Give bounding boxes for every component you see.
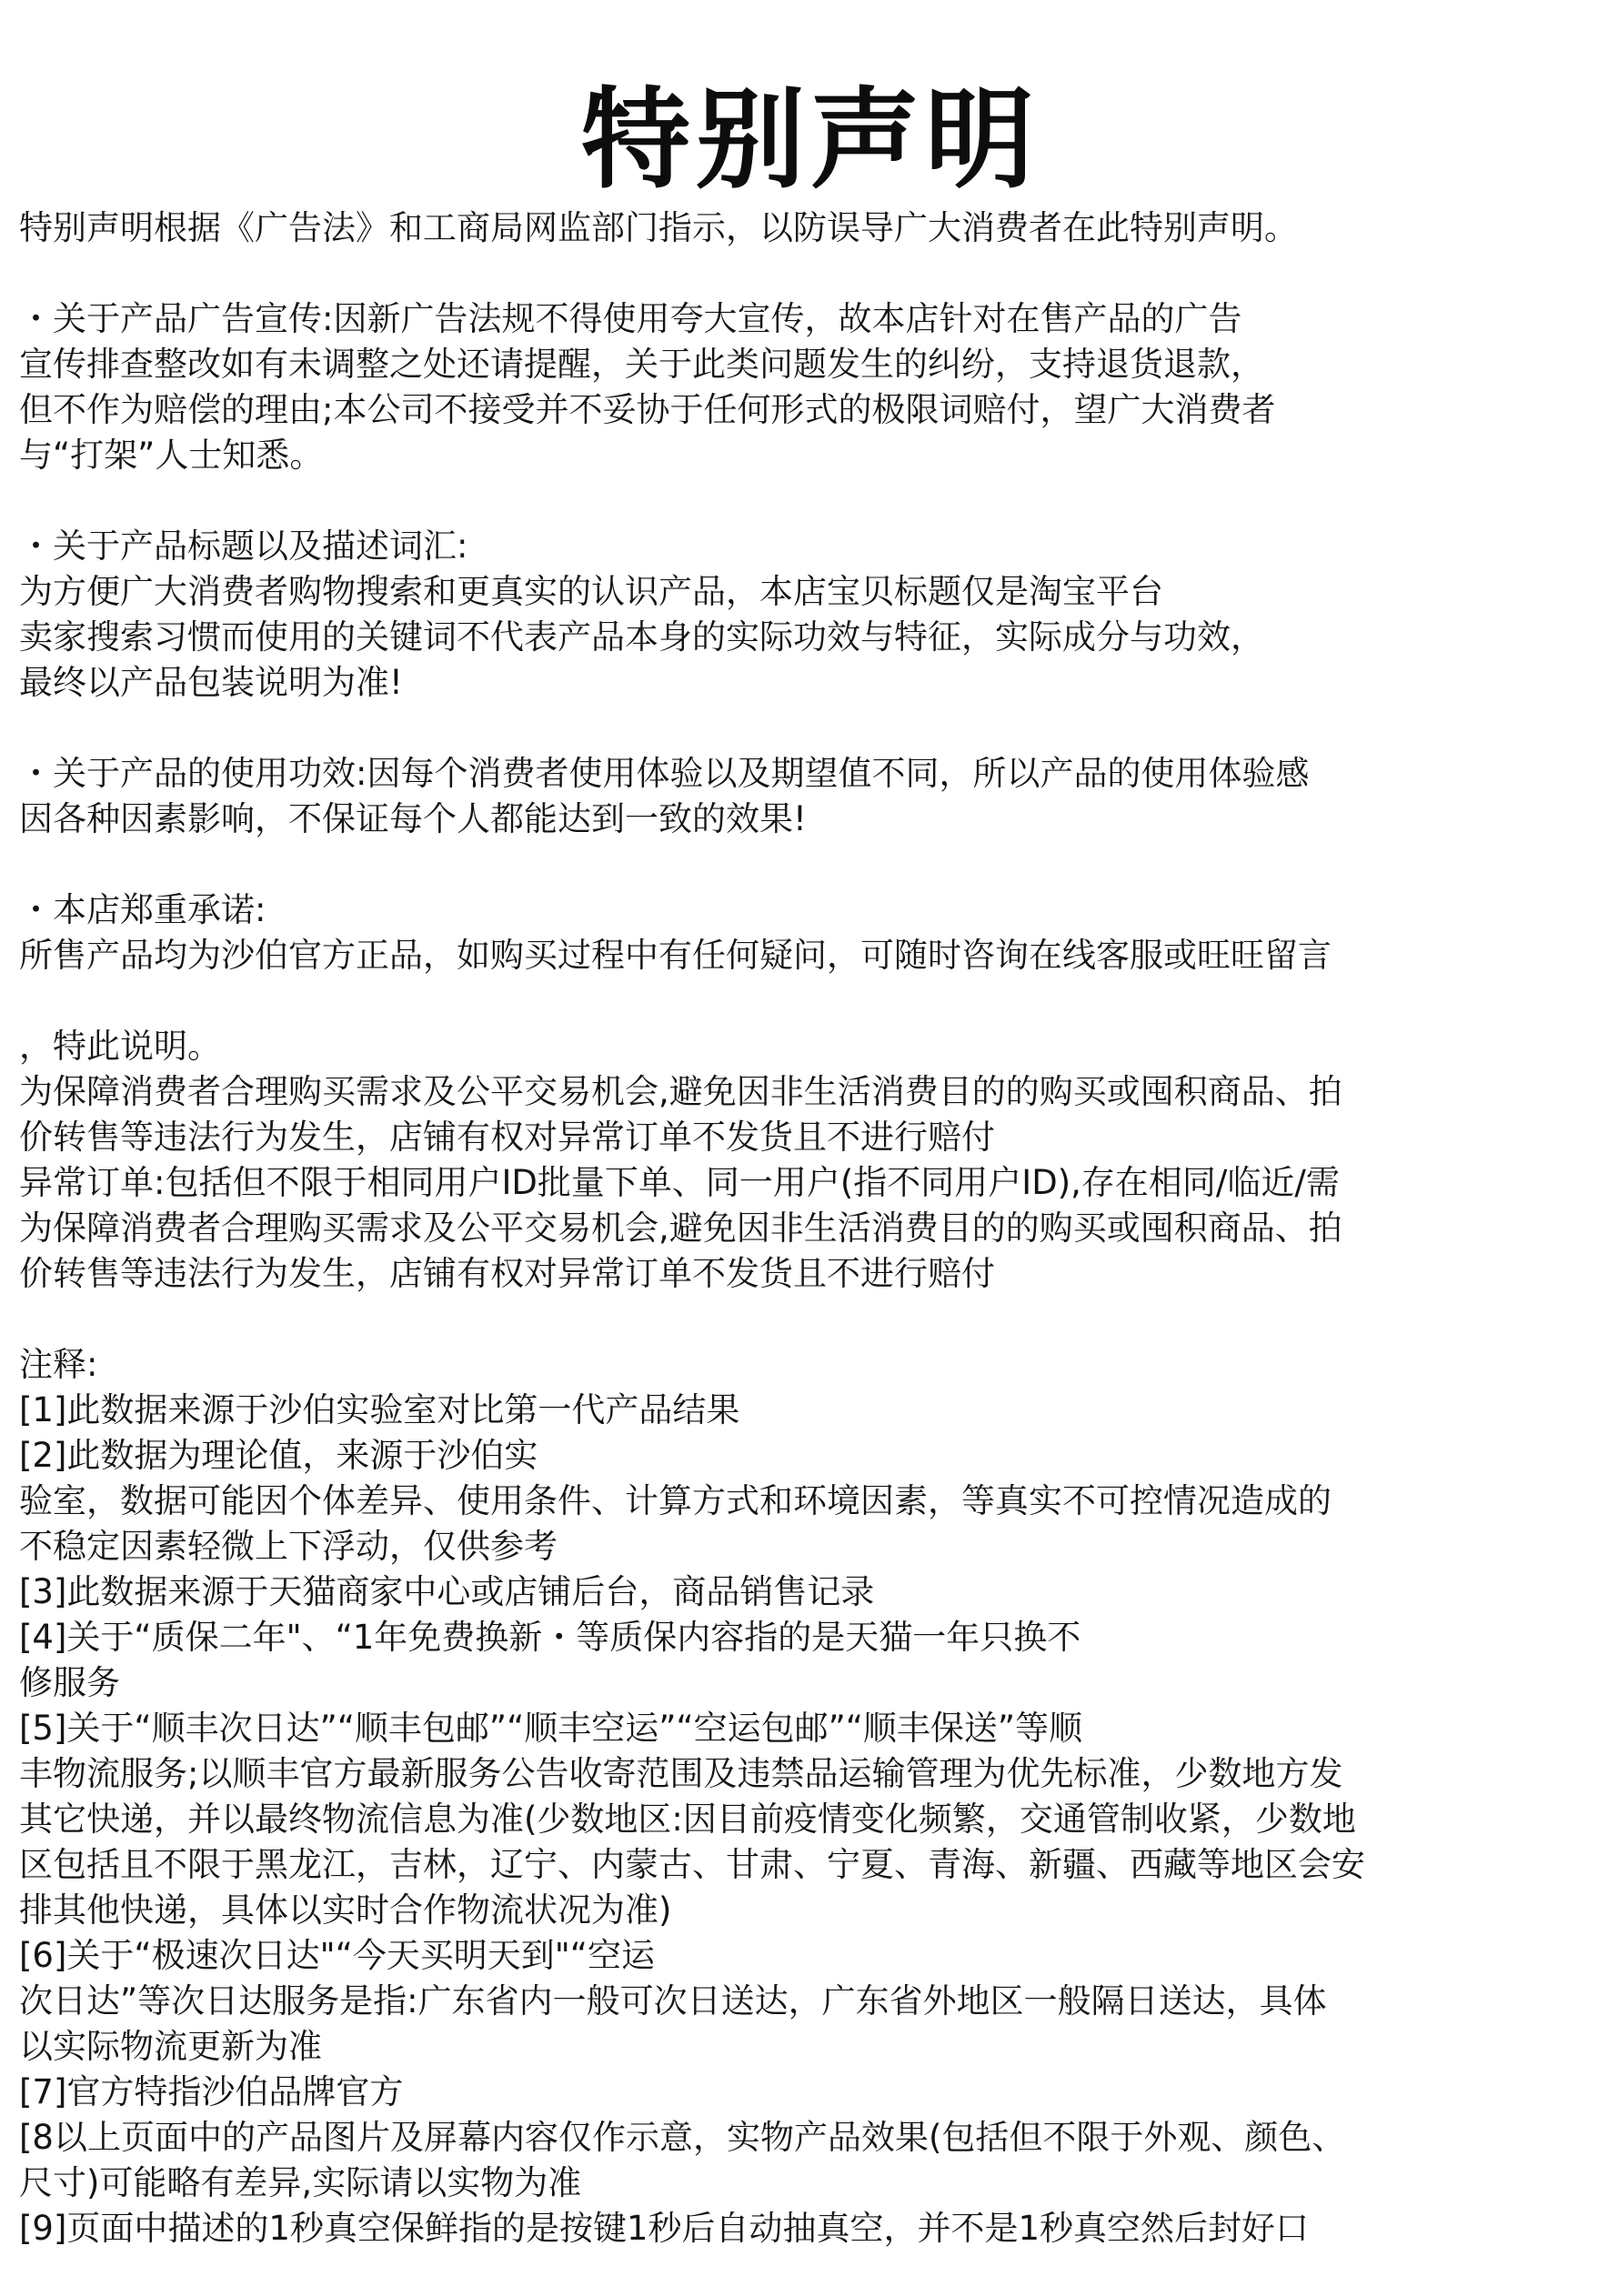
notes-heading: 注释: [19,1345,98,1384]
text-line: ・关于产品标题以及描述词汇: [19,526,468,566]
text-line: 但不作为赔偿的理由;本公司不接受并不妥协于任何形式的极限词赔付，望广大消费者 [19,390,1276,429]
text-line: 价转售等违法行为发生，店铺有权对异常订单不发货且不进行赔付 [19,1118,995,1157]
note-line: 尺寸)可能略有差异,实际请以实物为准 [19,2163,582,2202]
text-line: 价转售等违法行为发生，店铺有权对异常订单不发货且不进行赔付 [19,1254,995,1293]
section-advertising [19,296,1602,478]
text-line: ・本店郑重承诺: [19,890,266,929]
note-line: 丰物流服务;以顺丰官方最新服务公告收寄范围及违禁品运输管理为优先标准，少数地方发 [19,1754,1343,1793]
section-notes [19,1342,1602,2251]
note-line: [6]关于“极速次日达"“今天买明天到"“空运 [19,1936,655,1975]
text-line: 所售产品均为沙伯官方正品，如购买过程中有任何疑问，可随时咨询在线客服或旺旺留言 [19,936,1332,975]
note-line: 验室，数据可能因个体差异、使用条件、计算方式和环境因素，等真实不可控情况造成的 [19,1481,1332,1520]
note-line: [1]此数据来源于沙伯实验室对比第一代产品结果 [19,1390,740,1429]
note-line: [2]此数据为理论值，来源于沙伯实 [19,1436,538,1475]
note-line: [7]官方特指沙伯品牌官方 [19,2072,404,2111]
note-line: 其它快递，并以最终物流信息为准(少数地区:因目前疫情变化频繁，交通管制收紧，少数地 [19,1800,1356,1839]
text-line: 异常订单:包括但不限于相同用户ID批量下单、同一用户(指不同用户ID),存在相同/临近/需 [19,1163,1340,1202]
section-orders [19,1024,1602,1297]
intro-paragraph: 特别声明根据《广告法》和工商局网监部门指示，以防误导广大消费者在此特别声明。 [19,208,1298,247]
note-line: 修服务 [19,1663,120,1702]
note-line: 排其他快递，具体以实时合作物流状况为准) [19,1890,672,1930]
text-line: 为保障消费者合理购买需求及公平交易机会,避免因非生活消费目的的购买或囤积商品、拍 [19,1072,1342,1111]
text-line: ・关于产品广告宣传:因新广告法规不得使用夸大宣传，故本店针对在售产品的广告 [19,299,1242,338]
text-line: 因各种因素影响，不保证每个人都能达到一致的效果! [19,799,807,838]
section-titles [19,524,1602,706]
text-line: 最终以产品包装说明为准! [19,663,403,702]
section-efficacy [19,751,1602,842]
note-line: [5]关于“顺丰次日达”“顺丰包邮”“顺丰空运”“空运包邮”“顺丰保送”等顺 [19,1709,1083,1748]
document-body [19,206,1602,2251]
section-promise [19,887,1602,978]
text-line: ・关于产品的使用功效:因每个消费者使用体验以及期望值不同，所以产品的使用体验感 [19,754,1310,793]
text-line: 为方便广大消费者购物搜索和更真实的认识产品，本店宝贝标题仅是淘宝平台 [19,572,1163,611]
text-line: 卖家搜索习惯而使用的关键词不代表产品本身的实际功效与特征，实际成分与功效， [19,617,1264,657]
note-line: 次日达”等次日达服务是指:广东省内一般可次日送达，广东省外地区一般隔日送达，具体 [19,1981,1327,2020]
note-line: 不稳定因素轻微上下浮动，仅供参考 [19,1527,558,1566]
page-title: 特别声明 [581,77,1040,204]
note-line: [3]此数据来源于天猫商家中心或店铺后台，商品销售记录 [19,1572,875,1611]
text-line: 宣传排查整改如有未调整之处还请提醒，关于此类问题发生的纠纷，支持退货退款， [19,345,1264,384]
text-line: ，特此说明。 [19,1027,221,1066]
note-line: [8以上页面中的产品图片及屏幕内容仅作示意，实物产品效果(包括但不限于外观、颜色、 [19,2118,1346,2157]
note-line: 区包括且不限于黑龙江，吉林，辽宁、内蒙古、甘肃、宁夏、青海、新疆、西藏等地区会安 [19,1845,1365,1884]
text-line: 为保障消费者合理购买需求及公平交易机会,避免因非生活消费目的的购买或囤积商品、拍 [19,1208,1342,1248]
text-line: 与“打架”人士知悉。 [19,436,324,475]
note-line: [9]页面中描述的1秒真空保鲜指的是按键1秒后自动抽真空，并不是1秒真空然后封好口 [19,2209,1310,2248]
note-line: [4]关于“质保二年"、“1年免费换新・等质保内容指的是天猫一年只换不 [19,1618,1081,1657]
note-line: 以实际物流更新为准 [19,2027,322,2066]
